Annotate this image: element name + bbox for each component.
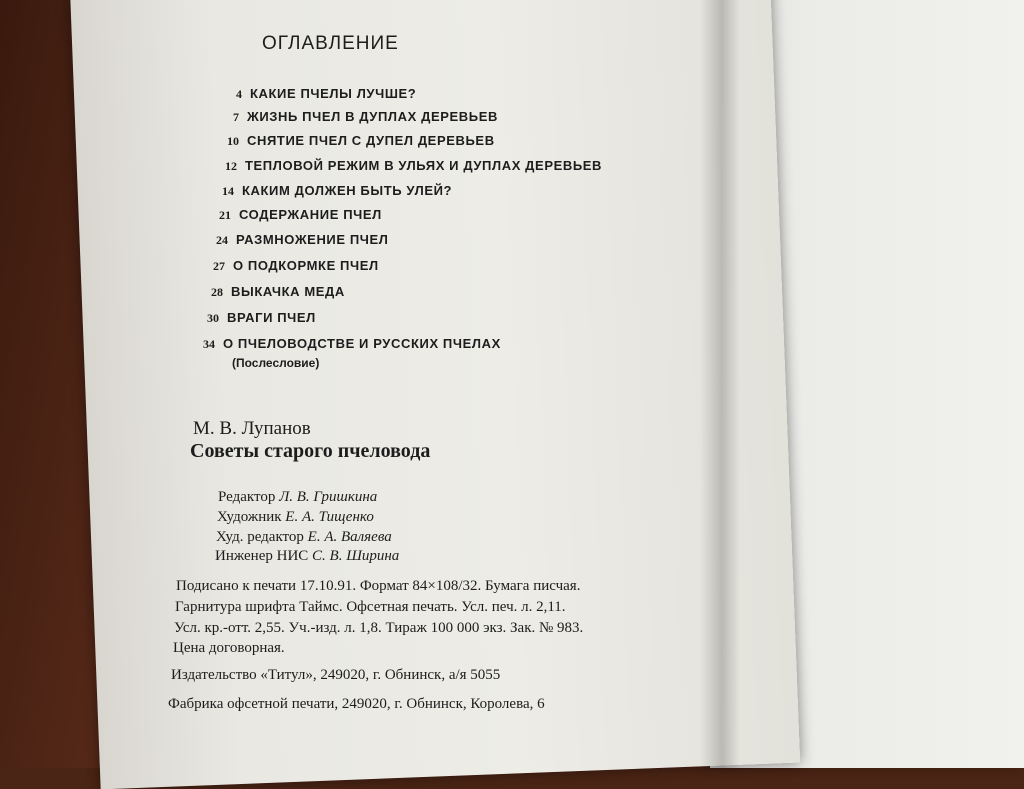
toc-entry-title: ВЫКАЧКА МЕДА [231, 284, 345, 299]
toc-entry [236, 86, 416, 102]
toc-entry-title: РАЗМНОЖЕНИЕ ПЧЕЛ [236, 232, 389, 247]
toc-entry-title: КАКИЕ ПЧЕЛЫ ЛУЧШЕ? [250, 86, 417, 101]
toc-entry-title: ВРАГИ ПЧЕЛ [227, 310, 316, 325]
toc-page-number: 7 [233, 110, 239, 124]
credit-role: Художник [217, 509, 282, 525]
toc-entry [216, 232, 389, 248]
toc-entry [225, 158, 602, 174]
toc-entry [203, 336, 501, 352]
toc-page-number: 4 [236, 87, 242, 101]
toc-heading: ОГЛАВЛЕНИЕ [262, 33, 399, 54]
imprint-line: Цена договорная. [173, 640, 285, 656]
toc-page-number: 12 [225, 159, 237, 173]
credit-role: Худ. редактор [216, 529, 304, 545]
credit-role: Редактор [218, 489, 276, 505]
toc-entry [213, 258, 379, 274]
credit-line [218, 489, 377, 506]
printer-line: Фабрика офсетной печати, 249020, г. Обнинск, Королева, 6 [168, 696, 545, 712]
toc-page-number: 21 [219, 208, 231, 222]
toc-entry-title: О ПЧЕЛОВОДСТВЕ И РУССКИХ ПЧЕЛАХ [223, 336, 501, 351]
toc-page-number: 28 [211, 285, 223, 299]
toc-entry [219, 207, 382, 223]
credit-line [217, 509, 374, 526]
credit-name: С. В. Ширина [312, 548, 400, 564]
book-gutter [700, 0, 740, 768]
toc-page-number: 27 [213, 259, 225, 273]
toc-entry-title: ЖИЗНЬ ПЧЕЛ В ДУПЛАХ ДЕРЕВЬЕВ [247, 109, 498, 124]
imprint-line: Усл. кр.-отт. 2,55. Уч.-изд. л. 1,8. Тираж 100 000 экз. Зак. № 983. [174, 620, 584, 636]
toc-entry [227, 133, 495, 149]
imprint-line: Подисано к печати 17.10.91. Формат 84×108/32. Бумага писчая. [176, 578, 581, 594]
toc-page-number: 24 [216, 233, 228, 247]
toc-entry [211, 284, 345, 300]
toc-entry-title: О ПОДКОРМКЕ ПЧЕЛ [233, 258, 379, 273]
credit-name: Е. А. Тищенко [285, 509, 374, 525]
credit-role: Инженер НИС [215, 548, 309, 564]
toc-page-number: 30 [207, 311, 219, 325]
book-title: Советы старого пчеловода [190, 440, 431, 462]
credit-name: Л. В. Гришкина [279, 489, 378, 505]
imprint-line: Гарнитура шрифта Таймс. Офсетная печать. Усл. печ. л. 2,11. [175, 599, 566, 615]
credit-line [216, 529, 392, 546]
toc-entry-title: ТЕПЛОВОЙ РЕЖИМ В УЛЬЯХ И ДУПЛАХ ДЕРЕВЬЕВ [245, 158, 603, 173]
toc-entry [222, 183, 452, 199]
toc-page-number: 10 [227, 134, 239, 148]
credit-line [215, 548, 399, 565]
credit-name: Е. А. Валяева [307, 529, 392, 545]
toc-page-number: 34 [203, 337, 215, 351]
toc-entry [233, 109, 498, 125]
toc-entry-title: КАКИМ ДОЛЖЕН БЫТЬ УЛЕЙ? [242, 183, 453, 198]
toc-entry-subtitle: (Послесловие) [232, 356, 320, 370]
toc-entry-title: СОДЕРЖАНИЕ ПЧЕЛ [239, 207, 382, 222]
toc-entry [207, 310, 316, 326]
book-author: М. В. Лупанов [193, 418, 311, 439]
toc-entry-title: СНЯТИЕ ПЧЕЛ С ДУПЕЛ ДЕРЕВЬЕВ [247, 133, 495, 148]
publisher-line: Издательство «Титул», 249020, г. Обнинск, а/я 5055 [171, 667, 501, 683]
toc-page-number: 14 [222, 184, 234, 198]
